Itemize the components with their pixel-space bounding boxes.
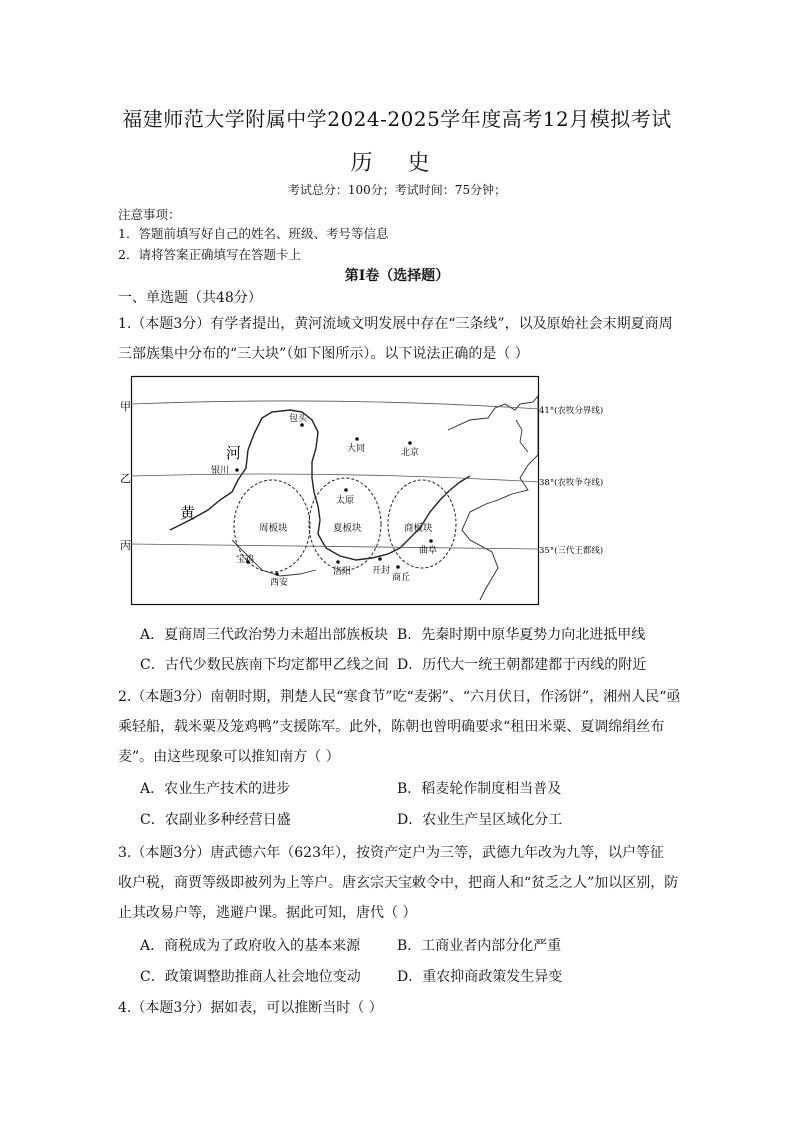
question-2-line: 乘轻船，载米粟及笼鸡鸭”支援陈军。此外，陈朝也曾明确要求“租田米粟、夏调绵绢丝布 bbox=[118, 719, 665, 735]
city-dot bbox=[344, 488, 348, 492]
question-1-line: 1.（本题3分）有学者提出，黄河流域文明发展中存在“三条线”，以及原始社会末期夏商周 bbox=[118, 316, 673, 332]
line-label-right: 35°(三代王都线) bbox=[539, 546, 604, 556]
city-label: 宝鸡 bbox=[236, 555, 255, 565]
yellow-river-map bbox=[120, 376, 604, 605]
line-label-right: 41°(农牧分界线) bbox=[539, 406, 604, 416]
region-label: 周板块 bbox=[259, 523, 288, 534]
option: C．政策调整助推商人社会地位变动 bbox=[140, 969, 361, 985]
option: D．历代大一统王朝都建都于丙线的附近 bbox=[397, 657, 647, 673]
notes-item: 2．请将答案正确填写在答题卡上 bbox=[118, 247, 301, 262]
question-1-line: 三部族集中分布的“三大块”（如下图所示）。以下说法正确的是（ ） bbox=[118, 346, 529, 362]
river-label: 黄 bbox=[180, 504, 196, 522]
option: A．农业生产技术的进步 bbox=[140, 781, 291, 797]
city-dot bbox=[429, 539, 433, 543]
question-4-line: 4.（本题3分）据如表，可以推断当时（ ） bbox=[118, 1000, 383, 1016]
question-3-line: 3.（本题3分）唐武德六年（623年），按资产定户为三等，武德九年改为九等，以户等征 bbox=[118, 845, 664, 861]
section-title: 第I卷（选择题） bbox=[344, 268, 450, 284]
exam-info: 考试总分：100分；考试时间：75分钟； bbox=[287, 183, 507, 197]
notes-item: 1．答题前填写好自己的姓名、班级、考号等信息 bbox=[118, 226, 389, 241]
region-label: 商板块 bbox=[404, 523, 433, 534]
question-2-line: 麦”。由这些现象可以推知南方（ ） bbox=[118, 749, 340, 765]
city-dot bbox=[396, 565, 400, 569]
city-label: 北京 bbox=[401, 448, 420, 458]
city-label: 银川 bbox=[211, 466, 230, 476]
city-label: 曲阜 bbox=[419, 546, 438, 556]
option: C．农副业多种经营日盛 bbox=[140, 812, 291, 828]
city-label: 开封 bbox=[372, 566, 391, 576]
option: B．工商业者内部分化严重 bbox=[397, 938, 562, 954]
line-label-left: 甲 bbox=[120, 400, 131, 413]
question-3-line: 止其改易户等，逃避户课。据此可知，唐代（ ） bbox=[118, 905, 417, 921]
exam-title: 福建师范大学附属中学2024-2025学年度高考12月模拟考试 bbox=[122, 107, 672, 131]
city-dot bbox=[235, 468, 239, 472]
city-dot bbox=[275, 572, 279, 576]
city-label: 商丘 bbox=[392, 573, 411, 583]
city-label: 包头 bbox=[289, 414, 308, 424]
city-label: 大同 bbox=[347, 444, 366, 454]
line-label-left: 丙 bbox=[120, 539, 131, 552]
line-label-right: 38°(农牧争夺线) bbox=[539, 478, 604, 488]
city-dot bbox=[336, 560, 340, 564]
subject-title: 历 史 bbox=[350, 151, 444, 176]
option: A．商税成为了政府收入的基本来源 bbox=[140, 938, 361, 954]
city-label: 洛阳 bbox=[333, 567, 352, 577]
part-title: 一、单选题（共48分） bbox=[118, 290, 262, 306]
option: C．古代少数民族南下均定都甲乙线之间 bbox=[140, 657, 389, 673]
option: B．稻麦轮作制度相当普及 bbox=[397, 781, 562, 797]
city-dot bbox=[408, 441, 412, 445]
city-dot bbox=[355, 437, 359, 441]
notes-heading: 注意事项： bbox=[118, 207, 181, 222]
question-3-line: 收户税，商贾等级即被列为上等户。唐玄宗天宝敕令中，把商人和“贫乏之人”加以区别，防 bbox=[118, 875, 679, 891]
option: A．夏商周三代政治势力未超出部族板块 bbox=[140, 627, 389, 643]
city-dot bbox=[378, 557, 382, 561]
option: B．先秦时期中原华夏势力向北进抵甲线 bbox=[397, 627, 646, 643]
river-label: 河 bbox=[226, 444, 242, 462]
option: D．农业生产呈区域化分工 bbox=[397, 812, 563, 828]
city-label: 西安 bbox=[270, 578, 289, 588]
option: D．重农抑商政策发生异变 bbox=[397, 969, 563, 985]
city-label: 太原 bbox=[336, 496, 355, 506]
region-label: 夏板块 bbox=[333, 523, 362, 534]
question-2-line: 2.（本题3分）南朝时期，荆楚人民“寒食节”吃“麦粥”、“六月伏日，作汤饼”，湘州人民“亟 bbox=[118, 689, 681, 705]
line-label-left: 乙 bbox=[120, 472, 131, 485]
